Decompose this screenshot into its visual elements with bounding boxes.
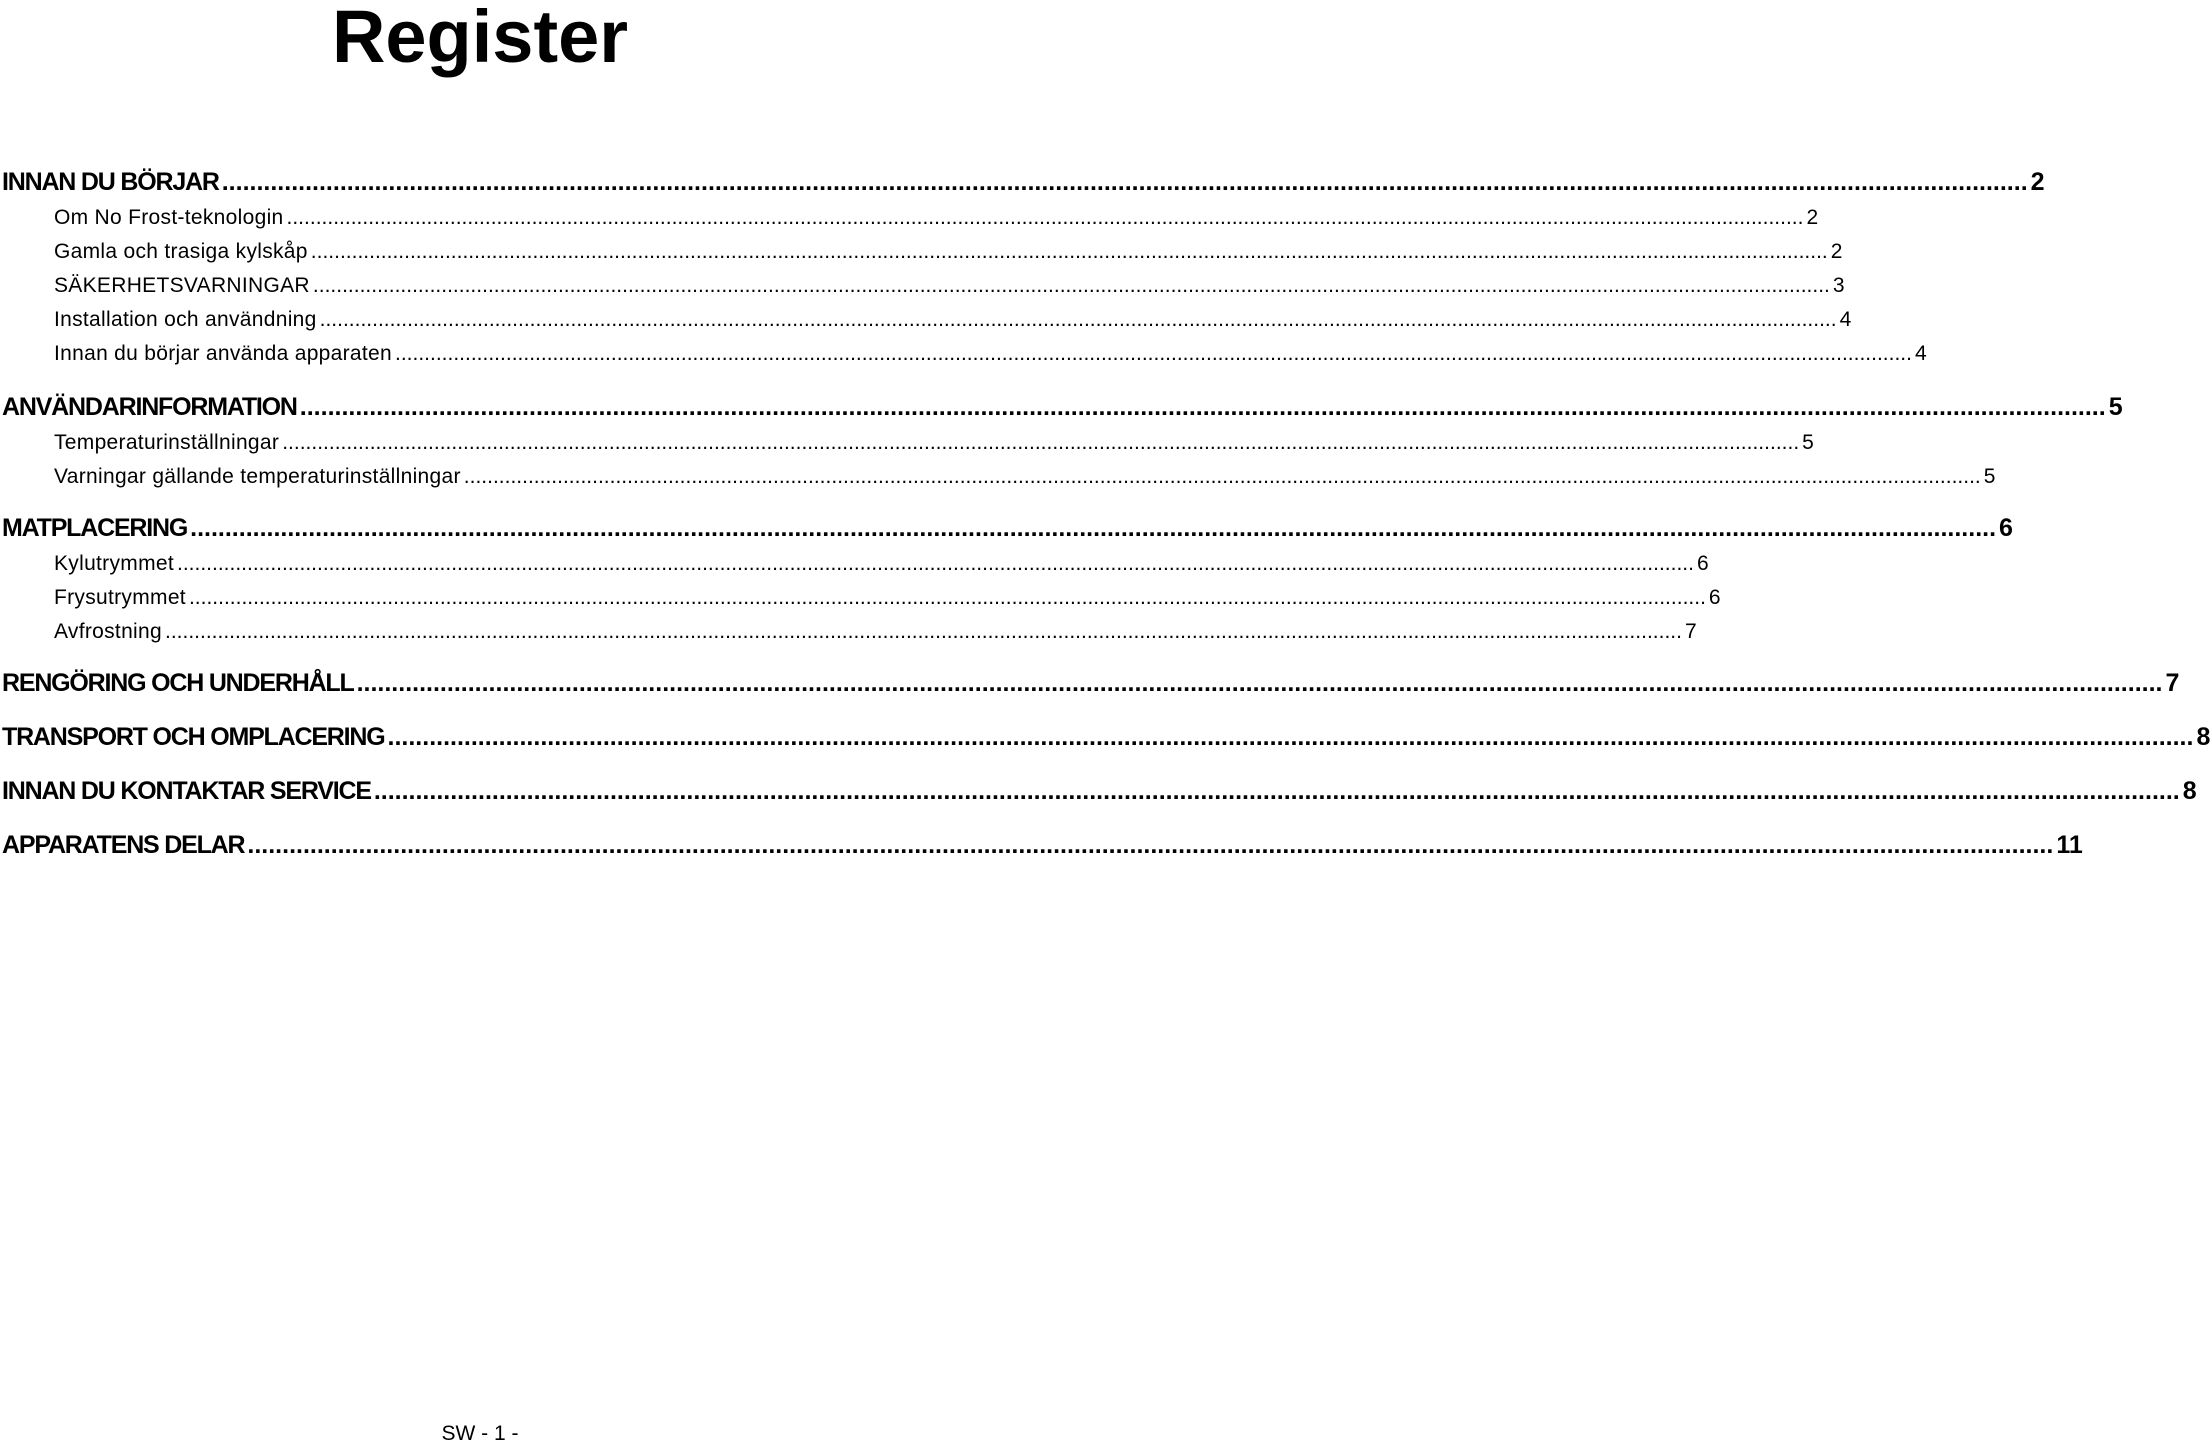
toc-entry-label: Varningar gällande temperaturinställningar [54, 465, 461, 488]
toc-subentry [54, 341, 1927, 367]
toc-page-number: 2 [1830, 240, 1843, 263]
toc-dot-leader: .................................................................................................................................................................................................................................................................... [188, 586, 1706, 609]
toc-subentry [54, 619, 1697, 645]
toc-page-number: 7 [2165, 669, 2180, 697]
page-title: Register [331, 0, 629, 78]
toc-page-number: 5 [2108, 393, 2123, 421]
toc-entry-label: Temperaturinställningar [54, 431, 280, 454]
toc-subentry [54, 307, 1852, 333]
toc-page-number: 2 [2030, 168, 2045, 196]
toc-dot-leader: .................................................................................................................................................................................................................................................................... [312, 274, 1830, 297]
toc-dot-leader: .................................................................................................................................................................................................................................................................... [286, 206, 1804, 229]
toc-page-number: 6 [1696, 552, 1709, 575]
toc-entry-label: APPARATENS DELAR [2, 831, 245, 859]
toc-entry-label: RENGÖRING OCH UNDERHÅLL [2, 669, 354, 697]
toc-subentry [54, 464, 1996, 490]
toc-subentry [54, 585, 1721, 611]
toc-entry-label: Om No Frost-teknologin [54, 206, 284, 229]
toc-dot-leader: .................................................................................................................................................................................................................................................................... [190, 514, 1997, 542]
toc-entry-label: Installation och användning [54, 308, 317, 331]
toc-section-entry [2, 830, 2083, 860]
toc-page-number: 8 [2196, 723, 2210, 751]
toc-entry-label: TRANSPORT OCH OMPLACERING [2, 723, 385, 751]
toc-entry-label: Avfrostning [54, 620, 162, 643]
toc-entry-label: INNAN DU BÖRJAR [2, 168, 219, 196]
toc-entry-label: SÄKERHETSVARNINGAR [54, 274, 310, 297]
toc-section-entry [2, 513, 2013, 543]
toc-entry-label: MATPLACERING [2, 514, 188, 542]
toc-dot-leader: .................................................................................................................................................................................................................................................................... [164, 620, 1682, 643]
toc-page-number: 7 [1684, 620, 1697, 643]
toc-section-entry [2, 167, 2045, 197]
toc-dot-leader: .................................................................................................................................................................................................................................................................... [356, 669, 2163, 697]
toc-dot-leader: .................................................................................................................................................................................................................................................................... [221, 168, 2028, 196]
toc-subentry [54, 551, 1709, 577]
toc-entry-label: ANVÄNDARINFORMATION [2, 393, 297, 421]
toc-dot-leader: .................................................................................................................................................................................................................................................................... [395, 342, 1912, 365]
toc-entry-label: Frysutrymmet [54, 586, 186, 609]
toc-page-number: 5 [1802, 431, 1814, 454]
toc-entry-label: Innan du börjar använda apparaten [54, 342, 392, 365]
toc-page-number: 4 [1914, 342, 1927, 365]
page-number-footer: SW - 1 - [441, 1422, 519, 1445]
toc-dot-leader: .................................................................................................................................................................................................................................................................... [463, 465, 1981, 488]
toc-page-number: 4 [1839, 308, 1852, 331]
toc-entry-label: Kylutrymmet [54, 552, 174, 575]
toc-page-number: 6 [1708, 586, 1721, 609]
toc-dot-leader: .................................................................................................................................................................................................................................................................... [176, 552, 1694, 575]
toc-page-number: 3 [1832, 274, 1845, 297]
toc-entry-label: Gamla och trasiga kylskåp [54, 240, 308, 263]
toc-subentry [54, 430, 1814, 456]
toc-section-entry [2, 722, 2210, 752]
toc-dot-leader: .................................................................................................................................................................................................................................................................... [299, 393, 2106, 421]
toc-dot-leader: .................................................................................................................................................................................................................................................................... [387, 723, 2194, 751]
toc-dot-leader: .................................................................................................................................................................................................................................................................... [373, 777, 2180, 805]
toc-section-entry [2, 392, 2123, 422]
toc-entry-label: INNAN DU KONTAKTAR SERVICE [2, 777, 371, 805]
toc-page-number: 11 [2056, 831, 2083, 859]
toc-page-number: 2 [1806, 206, 1819, 229]
toc-dot-leader: .................................................................................................................................................................................................................................................................... [319, 308, 1837, 331]
toc-dot-leader: .................................................................................................................................................................................................................................................................... [282, 431, 1800, 454]
toc-page-number: 6 [1999, 514, 2013, 542]
toc-dot-leader: .................................................................................................................................................................................................................................................................... [247, 831, 2054, 859]
toc-dot-leader: .................................................................................................................................................................................................................................................................... [310, 240, 1828, 263]
toc-page-number: 8 [2182, 777, 2197, 805]
toc-section-entry [2, 776, 2197, 806]
toc-subentry [54, 273, 1845, 299]
toc-section-entry [2, 668, 2180, 698]
toc-subentry [54, 239, 1843, 265]
toc-page-number: 5 [1983, 465, 1996, 488]
toc-subentry [54, 205, 1819, 231]
